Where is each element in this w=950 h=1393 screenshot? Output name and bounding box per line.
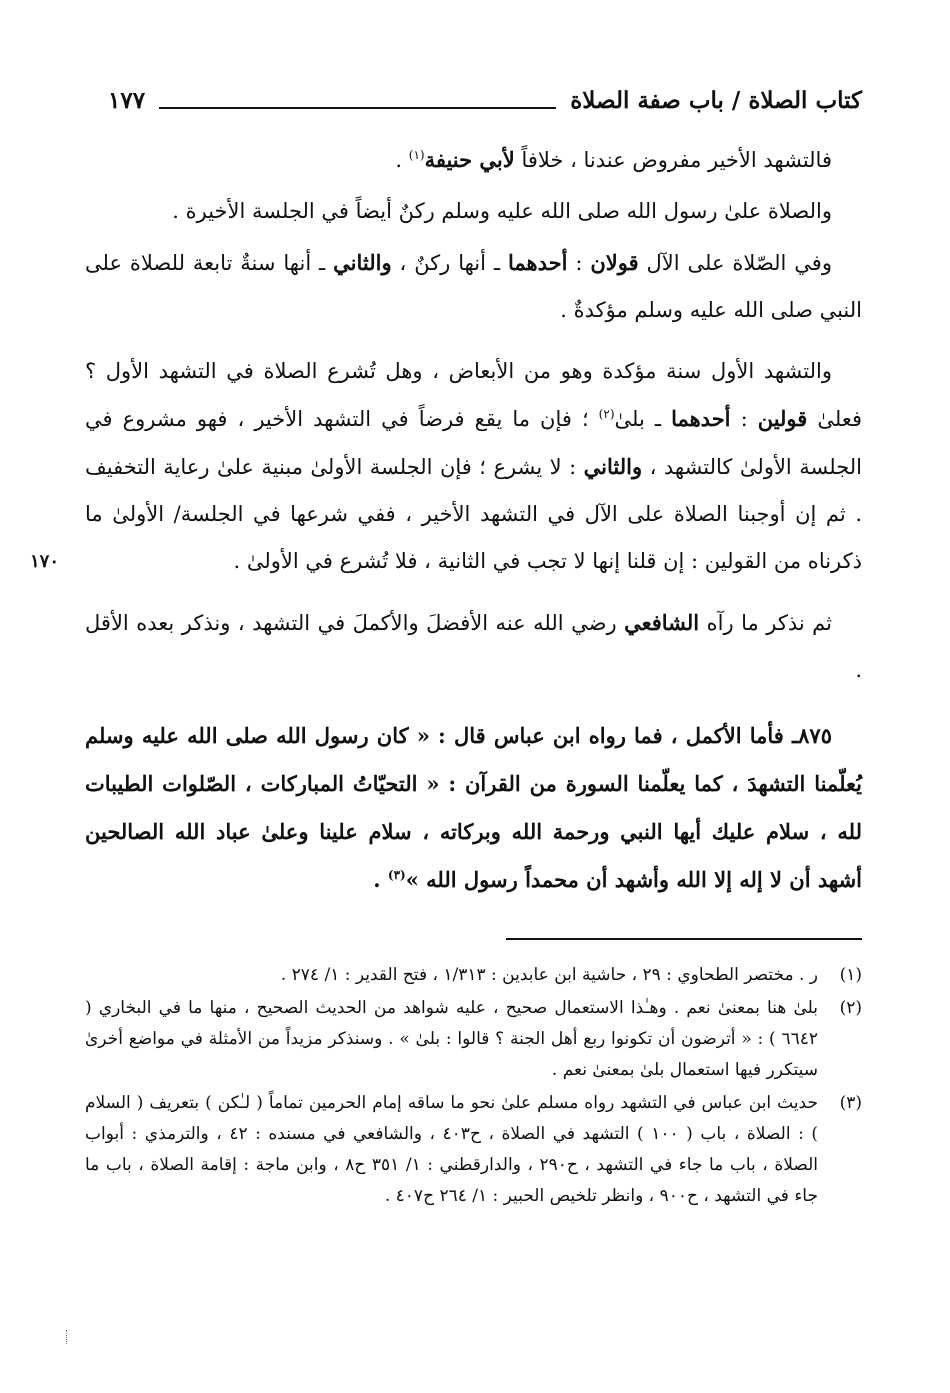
- bold-text: والثاني: [333, 250, 392, 275]
- footnote-number: (٣): [839, 1093, 862, 1113]
- bold-text: أحدهما: [671, 406, 731, 431]
- footnote-ref-3[interactable]: (٣): [387, 868, 406, 882]
- footnote-ref-2[interactable]: (٢): [598, 407, 615, 421]
- paragraph-1: [85, 136, 862, 184]
- footnote-separator: [506, 938, 862, 940]
- paragraph-4: [85, 348, 862, 585]
- text-run: ثم نذكر ما رآه: [699, 611, 833, 635]
- footnote-text: ر . مختصر الطحاوي : ٢٩ ، حاشية ابن عابدين : ١/٣١٣ ، فتح القدير : ١/ ٢٧٤ .: [280, 965, 818, 985]
- text-run: :: [567, 251, 591, 275]
- text-run: .: [373, 867, 388, 892]
- text-run: والتشهد الأول سنة مؤكدة وهو من الأبعاض ، وهل تُشرع الصلاة في التشهد الأول ؟ فعلىٰ: [85, 359, 862, 431]
- text-run: »: [405, 867, 427, 892]
- margin-page-reference: ١٧٠: [30, 551, 60, 572]
- paragraph-5: [85, 599, 862, 694]
- main-text: [85, 136, 862, 904]
- footnote-1: [85, 960, 862, 991]
- footnote-text: حديث ابن عباس في التشهد رواه مسلم علىٰ نحو ما ساقه إمام الحرمين تماماً ( لـٰكن ) بتعريف ( السلام ) : الصلاة ، باب ( ١٠٠ ) التشهد في الصلاة ، ح٤٠٣ ، والشافعي في مسنده : ٤٢ ، والترمذي : أبواب الصلاة ، باب ما جاء في التشهد ، ح٢٩٠ ، والدارقطني : ١/ ٣٥١ ح٨ ، وابن ماجة : إقامة الصلاة ، باب ما جاء في التشهد ، ح٩٠٠ ، وانظر تلخيص الحبير : ١/ ٢٦٤ ح٤٠٧ .: [85, 1093, 819, 1206]
- bold-text: والثاني: [583, 454, 643, 479]
- footnote-2: [85, 993, 862, 1086]
- text-run: ـ أنها سنةٌ تابعة للصلاة على النبي صلى الله عليه وسلم مؤكدةٌ .: [85, 251, 862, 322]
- header-rule: [159, 107, 556, 109]
- footnote-number: (٢): [839, 998, 862, 1018]
- hadith-text: كان رسول الله صلى الله عليه وسلم يُعلّمنا التشهدَ ، كما يعلّمنا السورة من القرآن : « التحيّاتُ المباركات ، الصّلوات الطيبات لله ، سلام عليك أيها النبي ورحمة الله وبركاته ، سلام علينا وعلىٰ عباد الله الصالحين أشهد أن لا إله إلا الله وأشهد أن محمداً رسول الله: [85, 723, 862, 892]
- bold-text: قولين: [757, 406, 808, 431]
- footnote-text: بلىٰ هنا بمعنىٰ نعم . وهـٰذا الاستعمال صحيح ، عليه شواهد من الحديث الصحيح ، منها ما في البخاري ( ٦٦٤٢ ) : « أترضون أن تكونوا ربع أهل الجنة ؟ قالوا : بلىٰ » . وسنذكر مزيداً من الأمثلة في مواضع أخرىٰ سيتكرر فيها استعمال بلىٰ بمعنىٰ نعم .: [85, 998, 818, 1080]
- page-number: ١٧٧: [108, 87, 146, 114]
- bold-text: أحدهما: [507, 250, 568, 275]
- bold-text: الشافعي: [624, 610, 700, 635]
- footnote-ref-1[interactable]: (١): [408, 148, 425, 162]
- paragraph-2: [85, 188, 862, 235]
- paragraph-3: [85, 239, 862, 334]
- text-run: والصلاة علىٰ رسول الله صلى الله عليه وسلم ركنٌ أيضاً في الجلسة الأخيرة .: [172, 199, 832, 223]
- footnote-3: [85, 1088, 862, 1212]
- text-run: فالتشهد الأخير مفروض عندنا ، خلافاً: [514, 148, 832, 172]
- text-run: .: [395, 148, 409, 172]
- scan-speck: [66, 1330, 69, 1344]
- text-run: ـ أنها ركنٌ ،: [391, 251, 508, 275]
- footnotes: [85, 960, 862, 1214]
- text-run: : لا يشرع ؛ فإن الجلسة الأولىٰ مبنية علىٰ رعاية التخفيف . ثم إن أوجبنا الصلاة على الآل في التشهد الأخير ، ففي شرعها في الجلسة/ الأولىٰ ما ذكرناه من القولين : إن قلنا إنها لا تجب في الثانية ، فلا تُشرع في الأولىٰ .: [85, 455, 862, 573]
- footnote-number: (١): [839, 965, 862, 985]
- running-header: [108, 82, 862, 116]
- text-run: رضي الله عنه الأفضلَ والأكملَ في التشهد ، ونذكر بعده الأقل .: [85, 611, 862, 682]
- header-title: كتاب الصلاة / باب صفة الصلاة: [570, 87, 862, 114]
- text-run: ؛ فإن ما يقع فرضاً في التشهد الأخير ، فهو مشروع في الجلسة الأولىٰ كالتشهد ،: [85, 407, 862, 479]
- hadith-paragraph: [85, 712, 862, 904]
- text-run: :: [730, 407, 758, 431]
- hadith-number: ٨٧٥: [798, 723, 832, 748]
- bold-text: قولان: [590, 250, 639, 275]
- text-run: ـ فأما الأكمل ، فما رواه ابن عباس قال : «: [408, 723, 799, 748]
- text-run: وفي الصّلاة على الآل: [638, 251, 832, 275]
- bold-text: لأبي حنيفة: [424, 147, 515, 172]
- text-run: ـ بلىٰ: [614, 407, 672, 431]
